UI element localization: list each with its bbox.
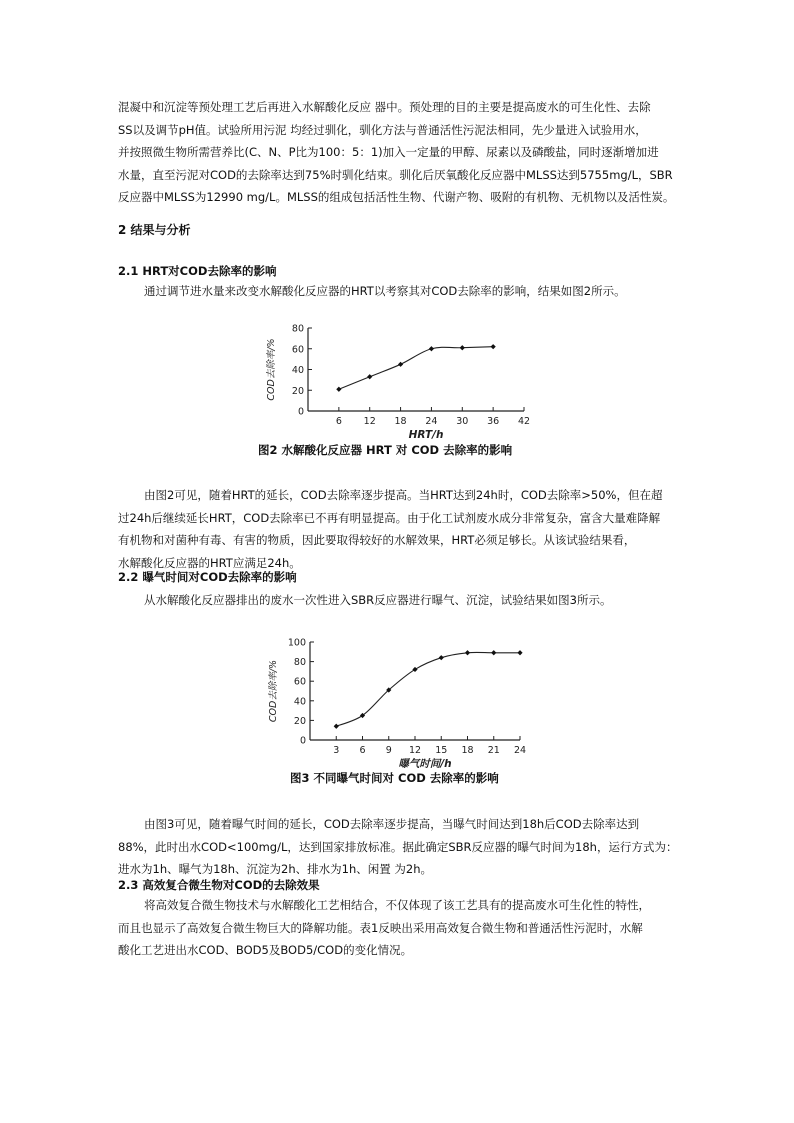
x-tick-label: 24 (513, 745, 527, 756)
y-tick-label: 20 (291, 385, 304, 397)
y-tick-label: 80 (293, 657, 306, 669)
x-tick-label: 18 (394, 416, 407, 427)
x-axis-label: HRT/h (408, 429, 444, 441)
y-tick-label: 40 (293, 696, 306, 708)
y-axis-label: COD去除率/% (268, 659, 279, 723)
text-line: 进水为1h、曝气为18h、沉淀为2h、排水为1h、闲置 为2h。 (118, 862, 432, 877)
x-tick-label: 6 (335, 416, 342, 427)
text-line: SS以及调节pH值。试验所用污泥 均经过驯化，驯化方法与普通活性污泥法相同，先少量进入试验用水， (118, 122, 647, 137)
text-line: 水解酸化反应器的HRT应满足24h。 (118, 555, 301, 570)
text-line: 并按照微生物所需营养比(C、N、P比为100：5：1)加入一定量的甲醇、尿素以及磷酸盐，同时逐渐增加进 (118, 145, 659, 160)
figure-2 (262, 316, 532, 441)
x-tick-label: 21 (487, 745, 500, 756)
text-line: 88%，此时出水COD<100mg/L，达到国家排放标准。据此确定SBR反应器的曝气时间为18h，运行方式为： (118, 839, 678, 854)
series-line (339, 347, 493, 390)
x-tick-label: 6 (359, 745, 366, 756)
paragraph-2-1-lead: 通过调节进水量来改变水解酸化反应器的HRT以考察其对COD去除率的影响，结果如图2所示。 (144, 284, 626, 298)
subsection-heading-2-3: 2.3 高效复合微生物对COD的去除效果 (118, 878, 320, 892)
text-line: 水量，直至污泥对COD的去除率达到75%时驯化结束。驯化后厌氧酸化反应器中MLSS达到5755mg/L，SBR (118, 167, 673, 182)
paragraph-2-2-discussion (118, 813, 680, 881)
data-point (412, 667, 417, 672)
y-tick-label: 80 (291, 323, 304, 335)
y-tick-label: 40 (291, 365, 304, 376)
x-tick-label: 9 (385, 745, 392, 756)
intro-paragraph (118, 96, 680, 209)
data-point (439, 655, 444, 660)
y-tick-label: 0 (297, 406, 304, 418)
x-tick-label: 12 (408, 745, 422, 756)
figure-3-caption: 图3 不同曝气时间对 COD 去除率的影响 (290, 771, 499, 785)
data-point (429, 346, 434, 351)
figure-2-caption: 图2 水解酸化反应器 HRT 对 COD 去除率的影响 (258, 443, 513, 457)
figure-3 (264, 634, 526, 770)
text-line: 过24h后继续延长HRT，COD去除率已不再有明显提高。由于化工试剂废水成分非常复杂，富含大量难降解 (118, 510, 661, 525)
x-tick-label: 36 (487, 416, 500, 427)
paragraph-2-2-lead: 从水解酸化反应器排出的废水一次性进入SBR反应器进行曝气、沉淀，试验结果如图3所示。 (144, 593, 612, 607)
subsection-heading-2-1: 2.1 HRT对COD去除率的影响 (118, 264, 277, 278)
data-point (465, 650, 470, 655)
data-point (367, 374, 372, 379)
x-tick-label: 18 (461, 745, 474, 756)
data-point (491, 344, 496, 349)
figure-3-chart (264, 634, 526, 770)
data-point (517, 650, 522, 655)
text-line: 将高效复合微生物技术与水解酸化工艺相结合，不仅体现了该工艺具有的提高废水可生化性的特性， (144, 898, 650, 912)
y-tick-label: 60 (293, 676, 306, 688)
text-line: 而且也显示了高效复合微生物巨大的降解功能。表1反映出采用高效复合微生物和普通活性污泥时，水解 (118, 920, 643, 935)
x-tick-label: 24 (425, 416, 438, 427)
text-line: 由图2可见，随着HRT的延长，COD去除率逐步提高。当HRT达到24h时，COD去除率>50%，但在超 (144, 488, 663, 502)
data-point (398, 362, 403, 367)
y-axis-label: COD去除率/% (266, 338, 277, 401)
text-line: 有机物和对菌种有毒、有害的物质，因此要取得较好的水解效果，HRT必须足够长。从该试验结果看， (118, 533, 636, 548)
paragraph-2-3 (118, 894, 680, 962)
x-tick-label: 15 (435, 745, 448, 756)
subsection-heading-2-2: 2.2 曝气时间对COD去除率的影响 (118, 570, 297, 584)
x-tick-label: 30 (456, 416, 469, 427)
x-tick-label: 3 (333, 745, 340, 756)
data-point (460, 345, 465, 350)
text-line: 酸化工艺进出水COD、BOD5及BOD5/COD的变化情况。 (118, 943, 413, 958)
data-point (491, 650, 496, 655)
y-tick-label: 0 (299, 735, 306, 747)
x-axis-label: 曝气时间/h (398, 758, 452, 770)
figure-2-chart (262, 316, 532, 441)
y-tick-label: 20 (293, 715, 306, 727)
x-tick-label: 12 (363, 416, 376, 427)
text-line: 反应器中MLSS为12990 mg/L。MLSS的组成包括活性生物、代谢产物、吸附的有机物、无机物以及活性炭。 (118, 190, 675, 205)
paragraph-2-1-discussion (118, 484, 680, 574)
section-heading: 2 结果与分析 (118, 223, 191, 237)
x-tick-label: 42 (517, 416, 531, 427)
text-line: 混凝中和沉淀等预处理工艺后再进入水解酸化反应 器中。预处理的目的主要是提高废水的可生化性、去除 (118, 100, 651, 114)
y-tick-label: 60 (291, 344, 304, 356)
text-line: 由图3可见，随着曝气时间的延长，COD去除率逐步提高，当曝气时间达到18h后COD去除率达到 (144, 817, 640, 831)
data-point (334, 724, 339, 729)
y-tick-label: 100 (287, 637, 306, 649)
data-point (336, 387, 341, 392)
